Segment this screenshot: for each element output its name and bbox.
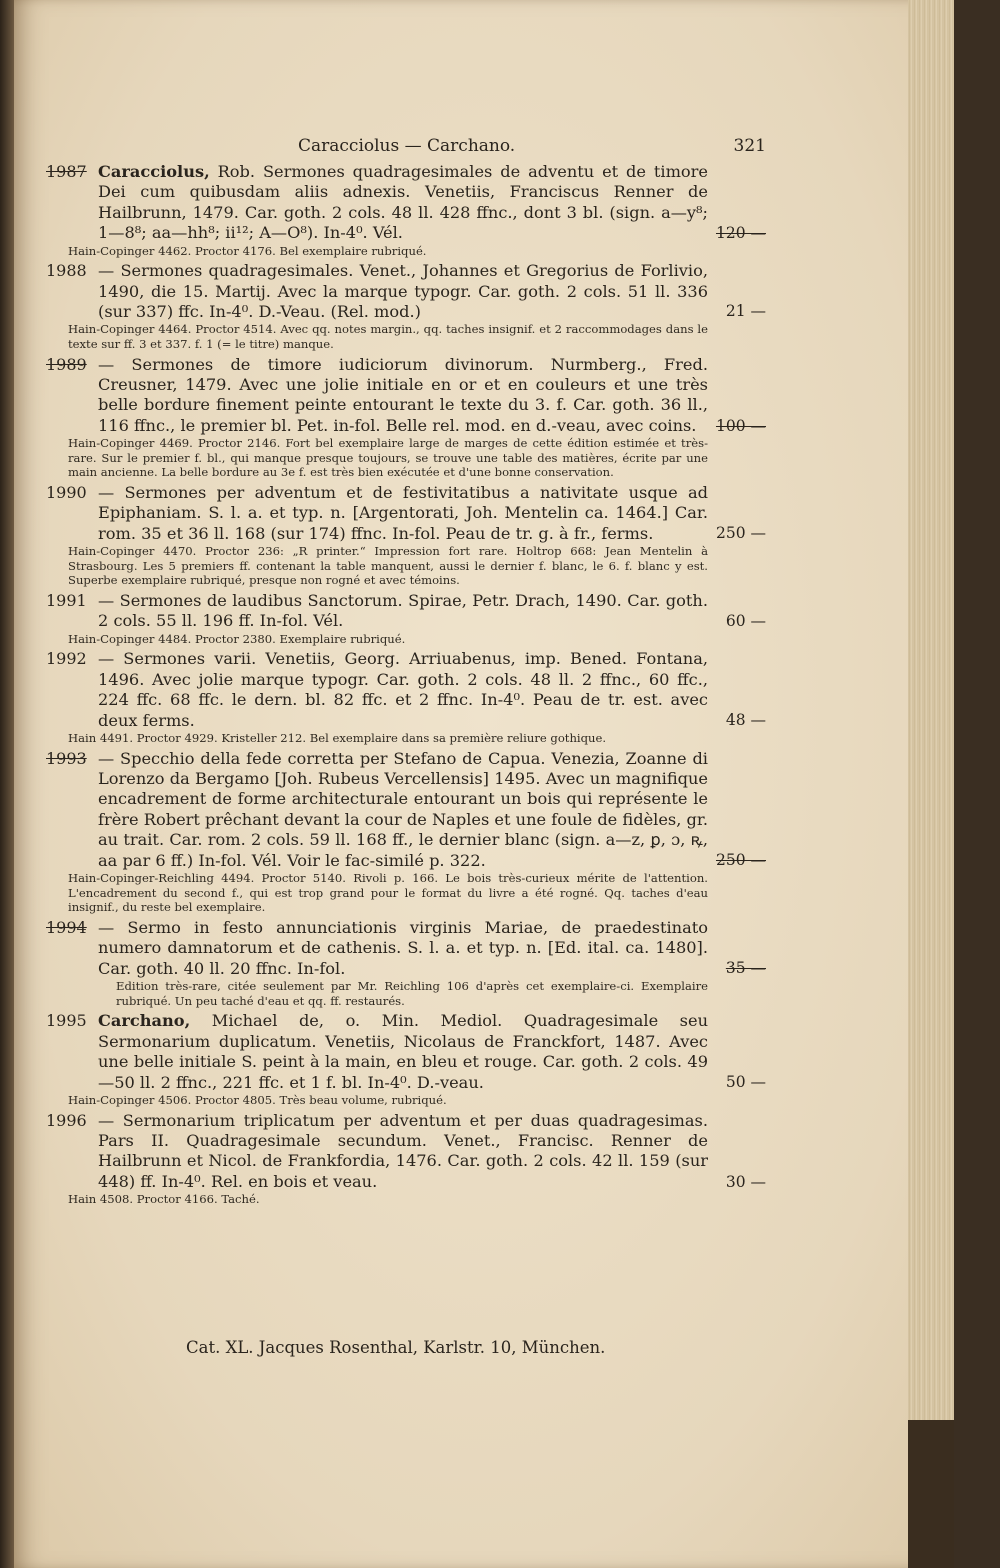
entry-price: 100 — (715, 416, 766, 435)
entry-number: 1987 (46, 162, 87, 181)
catalog-entry (46, 649, 766, 745)
page-edges (908, 0, 954, 1568)
entry-description (98, 1011, 708, 1093)
entry-text: — Specchio della fede corretta per Stefano de Capua. Venezia, Zoanne di Lorenzo da Bergamo [Joh. Rubeus Vercellensis] 1495. Avec un magnifique encadrement de forme architecturale entourant un bois qui représente le frère Robert prêchant devant la cour de Naples et une foule de fidèles, gr. au trait. Car. rom. 2 cols. 59 ll. 168 ff., le dernier blanc (sign. a—z, ꝑ, ɔ, ꝶ, aa par 6 ff.) In-fol. Vél. Voir le fac-similé p. 322. (98, 748, 708, 870)
entry-note: Hain 4508. Proctor 4166. Taché. (68, 1192, 260, 1207)
book-gutter (0, 0, 14, 1568)
entry-price: 50 — (725, 1073, 766, 1092)
entry-description (98, 355, 708, 437)
dark-background-corner (908, 1420, 954, 1568)
catalog-entry (46, 355, 766, 480)
entry-text: — Sermones de timore iudiciorum divinorum. Nurmberg., Fred. Creusner, 1479. Avec une jolie initiale en or et en couleurs et une très belle bordure finement peinte entourant le texte du 3. f. Car. goth. 36 ll., 116 ffnc., le premier bl. Pet. in-fol. Belle rel. mod. en d.-veau, avec coins. (98, 354, 708, 435)
entry-price: 35 — (725, 958, 766, 977)
entry-description (98, 918, 708, 979)
entry-note: Hain-Copinger 4506. Proctor 4805. Très beau volume, rubriqué. (68, 1092, 447, 1107)
entry-price: 30 — (725, 1172, 766, 1191)
entry-text: — Sermones quadragesimales. Venet., Johannes et Gregorius de Forlivio, 1490, die 15. Martij. Avec la marque typogr. Car. goth. 2 cols. 51 ll. 336 (sur 337) ffc. In-4⁰. D.-Veau. (Rel. mod.) (98, 261, 708, 322)
catalog-entry (46, 1011, 766, 1107)
catalog-entry (46, 162, 766, 258)
entry-price: 48 — (725, 711, 766, 730)
entry-price: 21 — (725, 302, 766, 321)
entry-number: 1996 (46, 1110, 87, 1130)
entry-price: 250 — (715, 524, 766, 543)
running-head (46, 128, 766, 162)
entry-price: 60 — (725, 612, 766, 631)
entry-number: 1990 (46, 483, 87, 503)
page-content (46, 128, 766, 1210)
entry-number: 1992 (46, 649, 87, 669)
entry-number: 1989 (46, 354, 87, 374)
entry-description (98, 649, 708, 731)
entry-text: — Sermo in festo annunciationis virginis Mariae, de praedestinato numero damnatorum et de cathenis. S. l. a. et typ. n. [Ed. ital. ca. 1480]. Car. goth. 40 ll. 20 ffnc. In-fol. (98, 917, 708, 978)
entry-number: 1994 (46, 917, 87, 937)
entry-note: Edition très-rare, citée seulement par Mr. Reichling 106 d'après cet exemplaire-ci. Exemplaire rubriqué. Un peu taché d'eau et qq. ff. restaurés. (116, 979, 708, 1008)
entry-description (98, 591, 708, 632)
entry-price: 120 — (715, 224, 766, 242)
entry-description (98, 162, 708, 244)
entry-number: 1995 (46, 1011, 87, 1031)
entry-description (98, 261, 708, 322)
entry-number: 1991 (46, 591, 87, 611)
entry-description (98, 749, 708, 871)
entry-note: Hain-Copinger 4470. Proctor 236: „R printer.“ Impression fort rare. Holtrop 668: Jean Mentelin à Strasbourg. Les 5 premiers ff. contenant la table manquent, aussi le dernier f. blanc, le 6. f. blanc y est. Superbe exemplaire rubriqué, presque non rogné et avec témoins. (68, 544, 708, 588)
entry-text: — Sermones de laudibus Sanctorum. Spirae, Petr. Drach, 1490. Car. goth. 2 cols. 55 ll. 196 ff. In-fol. Vél. (98, 591, 708, 631)
entry-text: — Sermonarium triplicatum per adventum et per duas quadragesimas. Pars II. Quadragesimale secundum. Venet., Francisc. Renner de Hailbrunn et Nicol. de Frankfordia, 1476. Car. goth. 2 cols. 42 ll. 159 (sur 448) ff. In-4⁰. Rel. en bois et veau. (98, 1110, 708, 1191)
catalog-entry (46, 261, 766, 351)
entry-description (98, 1111, 708, 1193)
entry-note: Hain 4491. Proctor 4929. Kristeller 212. Bel exemplaire dans sa première reliure gothique. (68, 731, 607, 746)
entry-number: 1988 (46, 261, 87, 281)
catalog-entry (46, 749, 766, 915)
entry-note: Hain-Copinger 4469. Proctor 2146. Fort bel exemplaire large de marges de cette édition estimée et très-rare. Sur le premier f. bl., qui manque presque toujours, se trouve une table des matières, écrite par une main ancienne. La belle bordure au 3e f. est très bien exécutée et d'une bonne conservation. (68, 436, 708, 480)
catalog-entry (46, 591, 766, 646)
entry-number: 1993 (46, 748, 87, 768)
entry-text: — Sermones per adventum et de festivitatibus a nativitate usque ad Epiphaniam. S. l. a. et typ. n. [Argentorati, Joh. Mentelin ca. 1464.] Car. rom. 35 et 36 ll. 168 (sur 174) ffnc. In-fol. Peau de tr. g. à fr., ferms. (98, 483, 708, 543)
entry-note: Hain-Copinger-Reichling 4494. Proctor 5140. Rivoli p. 166. Le bois très-curieux mérite de l'attention. L'encadrement du second f., qui est trop grand pour le format du livre a été rogné. Qq. taches d'eau insignif., du reste bel exemplaire. (68, 871, 708, 915)
entry-author: Carchano, (98, 1011, 191, 1031)
page-footer: Cat. XL. Jacques Rosenthal, Karlstr. 10, München. (186, 1338, 606, 1357)
catalog-entry (46, 1111, 766, 1207)
entry-note: Hain-Copinger 4484. Proctor 2380. Exemplaire rubriqué. (68, 631, 406, 646)
entry-author: Caracciolus, (98, 162, 210, 181)
catalog-entry (46, 483, 766, 588)
entry-note: Hain-Copinger 4464. Proctor 4514. Avec qq. notes margin., qq. taches insignif. et 2 raccommodages dans le texte sur ff. 3 et 337. f. 1 (= le titre) manque. (68, 322, 708, 352)
entry-description (98, 483, 708, 544)
catalog-entry (46, 918, 766, 1008)
catalog-entries (46, 162, 766, 1207)
entry-price: 250 — (715, 850, 766, 869)
page-number: 321 (733, 136, 766, 156)
entry-note: Hain-Copinger 4462. Proctor 4176. Bel exemplaire rubriqué. (68, 243, 427, 258)
entry-text: Rob. Sermones quadragesimales de adventu et de timore Dei cum quibusdam aliis adnexis. Venetiis, Franciscus Renner de Hailbrunn, 1479. Car. goth. 2 cols. 48 ll. 428 ffnc., dont 3 bl. (sign. a—y⁸; 1—8⁸; aa—hh⁸; ii¹²; A—O⁸). In-4⁰. Vél. (98, 162, 708, 243)
entry-text: — Sermones varii. Venetiis, Georg. Arriuabenus, imp. Bened. Fontana, 1496. Avec jolie marque typogr. Car. goth. 2 cols. 48 ll. 2 ffnc., 60 ffc., 224 ffc. 68 ffc. le dern. bl. 82 ffc. et 2 ffnc. In-4⁰. Peau de tr. est. avec deux ferms. (98, 649, 708, 730)
running-head-title: Caracciolus — Carchano. (298, 136, 516, 156)
entry-text: Michael de, o. Min. Mediol. Quadragesimale seu Sermonarium duplicatum. Venetiis, Nicolaus de Franckfort, 1487. Avec une belle initiale S. peint à la main, en bleu et rouge. Car. goth. 2 cols. 49—50 ll. 2 ffnc., 221 ffc. et 1 f. bl. In-4⁰. D.-veau. (98, 1011, 708, 1092)
